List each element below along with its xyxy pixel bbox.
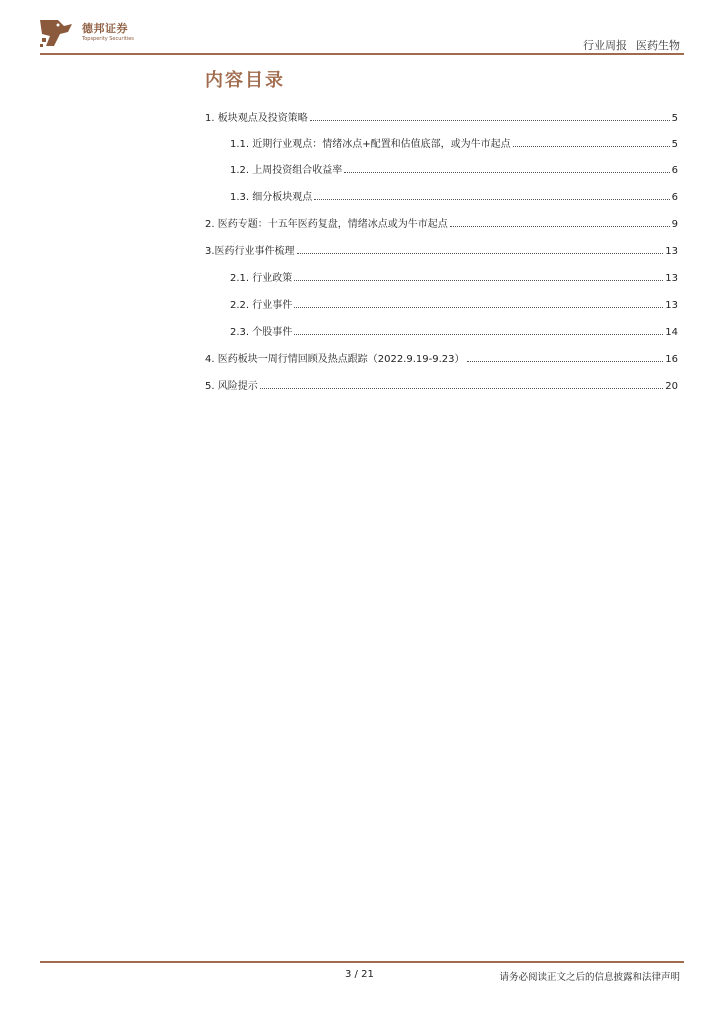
toc-entry-page: 5 <box>671 139 678 150</box>
toc-entry-number: 2.3. <box>230 327 250 338</box>
toc-leader <box>513 145 670 147</box>
toc-entry-number: 4. <box>205 354 215 365</box>
toc-leader <box>314 198 669 200</box>
toc-entry-text: 近期行业观点：情绪冰点+配置和估值底部，或为牛市起点 <box>252 139 511 150</box>
toc-entry-text: 医药行业事件梳理 <box>214 246 295 257</box>
toc-entry-text: 个股事件 <box>252 327 293 338</box>
toc-entry-number: 1. <box>205 113 215 124</box>
toc-entry-page: 5 <box>671 113 678 124</box>
toc-entry-text: 风险提示 <box>217 381 258 392</box>
toc-entry-text: 上周投资组合收益率 <box>252 165 343 176</box>
logo-text-cn: 德邦证券 <box>82 22 128 35</box>
toc-entry-page: 13 <box>665 246 678 257</box>
toc-entry[interactable] <box>205 372 678 392</box>
toc-leader <box>344 171 669 173</box>
logo-text-en: Topsperity Securities <box>82 36 134 42</box>
toc-entry[interactable] <box>230 318 678 338</box>
toc-entry-text: 医药板块一周行情回顾及热点跟踪（2022.9.19-9.23） <box>217 354 465 365</box>
toc-leader <box>260 387 664 389</box>
toc-entry[interactable] <box>230 183 678 203</box>
toc-leader <box>450 225 670 227</box>
toc-entry-number: 1.3. <box>230 192 250 203</box>
logo-icon <box>38 16 74 50</box>
toc-entry-number: 2. <box>205 219 215 230</box>
header-divider <box>40 53 684 55</box>
toc-leader <box>467 360 664 362</box>
toc-entry-text: 行业政策 <box>252 273 293 284</box>
toc-entry[interactable] <box>205 104 678 124</box>
toc-entry-text: 医药专题：十五年医药复盘，情绪冰点或为牛市起点 <box>217 219 448 230</box>
toc-entry[interactable] <box>205 345 678 365</box>
toc-entry[interactable] <box>230 264 678 284</box>
toc-entry-page: 16 <box>665 354 678 365</box>
sector-label: 医药生物 <box>636 39 680 52</box>
toc-entry[interactable] <box>205 210 678 230</box>
toc-entry-number: 1.2. <box>230 165 250 176</box>
report-type: 行业周报 <box>583 39 627 52</box>
toc-leader <box>297 252 664 254</box>
toc-entry[interactable] <box>230 130 678 150</box>
toc-leader <box>294 333 663 335</box>
toc-entry-page: 20 <box>665 381 678 392</box>
footer-divider <box>40 961 684 963</box>
disclaimer-note: 请务必阅读正文之后的信息披露和法律声明 <box>499 972 680 983</box>
toc-entry-page: 13 <box>665 273 678 284</box>
toc-leader <box>310 119 670 121</box>
company-logo <box>38 16 148 50</box>
toc-entry[interactable] <box>230 291 678 311</box>
toc-entry-page: 13 <box>665 300 678 311</box>
toc-entry-number: 2.2. <box>230 300 250 311</box>
toc-entry-number: 5. <box>205 381 215 392</box>
toc-title: 内容目录 <box>205 70 285 91</box>
toc-entry-number: 1.1. <box>230 139 250 150</box>
toc-entry-page: 14 <box>665 327 678 338</box>
toc-entry-text: 细分板块观点 <box>252 192 313 203</box>
toc-leader <box>294 279 663 281</box>
toc-entry-page: 6 <box>671 192 678 203</box>
toc-entry-number: 3. <box>205 246 215 257</box>
toc-entry-text: 行业事件 <box>252 300 293 311</box>
toc-entry-number: 2.1. <box>230 273 250 284</box>
toc-entry[interactable] <box>205 237 678 257</box>
toc-entry-text: 板块观点及投资策略 <box>217 113 308 124</box>
toc-entry-page: 9 <box>671 219 678 230</box>
toc-entry[interactable] <box>230 156 678 176</box>
toc-leader <box>294 306 663 308</box>
page-number: 3 / 21 <box>345 969 374 980</box>
header-labels <box>583 37 680 53</box>
toc-entry-page: 6 <box>671 165 678 176</box>
